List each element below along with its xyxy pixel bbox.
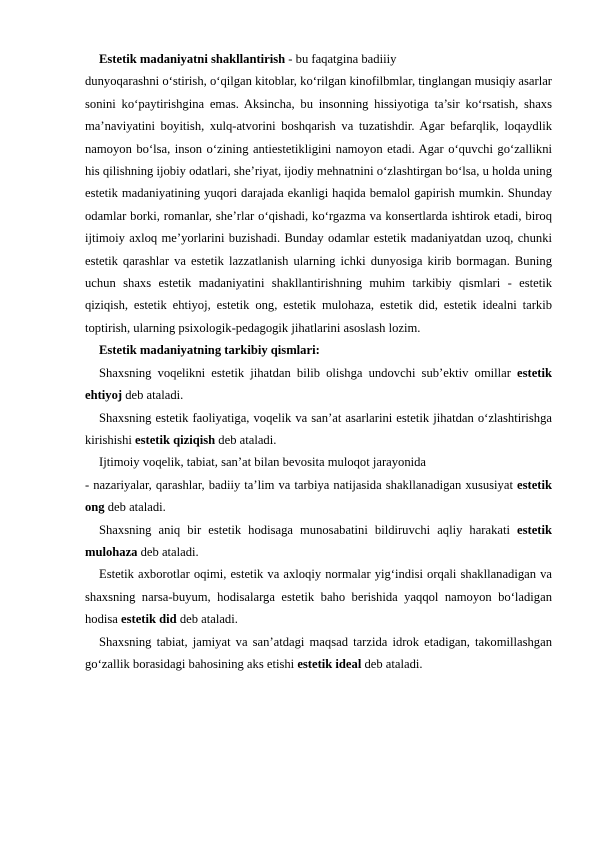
- text-segment: deb ataladi.: [176, 612, 238, 627]
- term-estetik-did: estetik did: [121, 612, 177, 627]
- text-segment: Shaxsning tabiat, jamiyat va san’atdagi maqsad tarzida idrok etadigan, takomillashgan go‘zallik borasidagi bahosining aks etishi: [85, 634, 552, 671]
- text-segment: deb ataladi.: [215, 432, 277, 447]
- text-segment: - bu faqatgina badiiiy: [285, 52, 397, 66]
- paragraph-intro: [85, 48, 552, 70]
- paragraph-estetik-ehtiyoj: [85, 362, 552, 407]
- paragraph-estetik-mulohaza: [85, 519, 552, 564]
- term-estetik-ideal: estetik ideal: [297, 656, 362, 671]
- paragraph-estetik-ong: [85, 474, 552, 519]
- paragraph-body: [85, 70, 552, 339]
- text-segment: Shaxsning voqelikni estetik jihatdan bilib olishga undovchi sub’ektiv omillar: [99, 365, 518, 380]
- text-segment: deb ataladi.: [361, 656, 423, 671]
- text-segment: dunyoqarashni o‘stirish, o‘qilgan kitoblar, ko‘rilgan kinofilbmlar, tinglangan musiqiy asarlar sonini ko‘paytirishgina emas. Aksincha, bu insonning hissiyotiga ta’sir ko‘rsatish, shaxs ma’naviyatini boyitish, xulq-atvorini boshqarish va tuzatishdir. Agar befarqlik, loqaydlik namoyon bo‘lsa, inson o‘zining antiestetikligini namoyon etadi. Agar o‘quvchi go‘zallikni his qilishning ijobiy odatlari, she’riyat, ijodiy mehnatnini o‘zlashtirgan bo‘lsa, u holda uning estetik madaniyatining yuqori darajada ekanligi haqida bemalol gapirish mumkin. Shunday odamlar borki, romanlar, she’rlar o‘qishadi, ko‘rgazma va konsertlarda ishtirok etadi, biroq ijtimoiy axloq me’yorlarini buzishadi. Bunday odamlar estetik madaniyatdan uzoq, chunki estetik qarashlar va estetik lazzatlanish ularning ichki dunyosiga kirib bormagan. Buning uchun shaxs estetik madaniyatini shakllantirishning muhim tarkibiy qismlari - estetik qiziqish, estetik ehtiyoj, estetik ong, estetik mulohaza, estetik did, estetik idealni tarkib toptirish, ularning psixologik-pedagogik jihatlarini asoslash lozim.: [85, 74, 552, 335]
- text-segment: deb ataladi.: [122, 388, 184, 403]
- text-segment: Estetik axborotlar oqimi, estetik va axloqiy normalar yig‘indisi orqali shakllanadigan va shaxsning narsa-buyum, hodisalarga estetik baho berishida yaqqol namoyon bo‘ladigan hodisa: [85, 567, 552, 627]
- text-segment: deb ataladi.: [137, 544, 199, 559]
- term-estetik-ehtiyoj: estetik ehtiyoj: [85, 365, 552, 403]
- text-segment: - nazariyalar, qarashlar, badiiy ta’lim va tarbiya natijasida shakllanadigan xususiyat: [85, 477, 518, 492]
- term-estetik-madaniyatni-shakllantirish: Estetik madaniyatni shakllantirish: [99, 52, 286, 66]
- term-estetik-mulohaza: estetik mulohaza: [85, 522, 552, 559]
- paragraph-ijtimoiy-voqelik: [85, 451, 552, 473]
- term-estetik-ong: estetik ong: [85, 477, 552, 515]
- text-segment: Shaxsning estetik faoliyatiga, voqelik va san’at asarlarini estetik jihatdan o‘zlashtirishga kirishishi: [85, 410, 552, 447]
- text-segment: deb ataladi.: [104, 500, 166, 515]
- text-segment: Ijtimoiy voqelik, tabiat, san’at bilan bevosita muloqot jarayonida: [99, 455, 427, 470]
- heading-tarkibiy-qismlari: Estetik madaniyatning tarkibiy qismlari:: [99, 343, 320, 358]
- term-estetik-qiziqish: estetik qiziqish: [135, 432, 216, 447]
- section-heading: [85, 339, 552, 361]
- paragraph-estetik-qiziqish: [85, 407, 552, 452]
- paragraph-estetik-ideal: [85, 631, 552, 676]
- text-segment: Shaxsning aniq bir estetik hodisaga munosabatini bildiruvchi aqliy harakati: [99, 522, 518, 537]
- document-page: [85, 48, 552, 675]
- paragraph-estetik-did: [85, 563, 552, 630]
